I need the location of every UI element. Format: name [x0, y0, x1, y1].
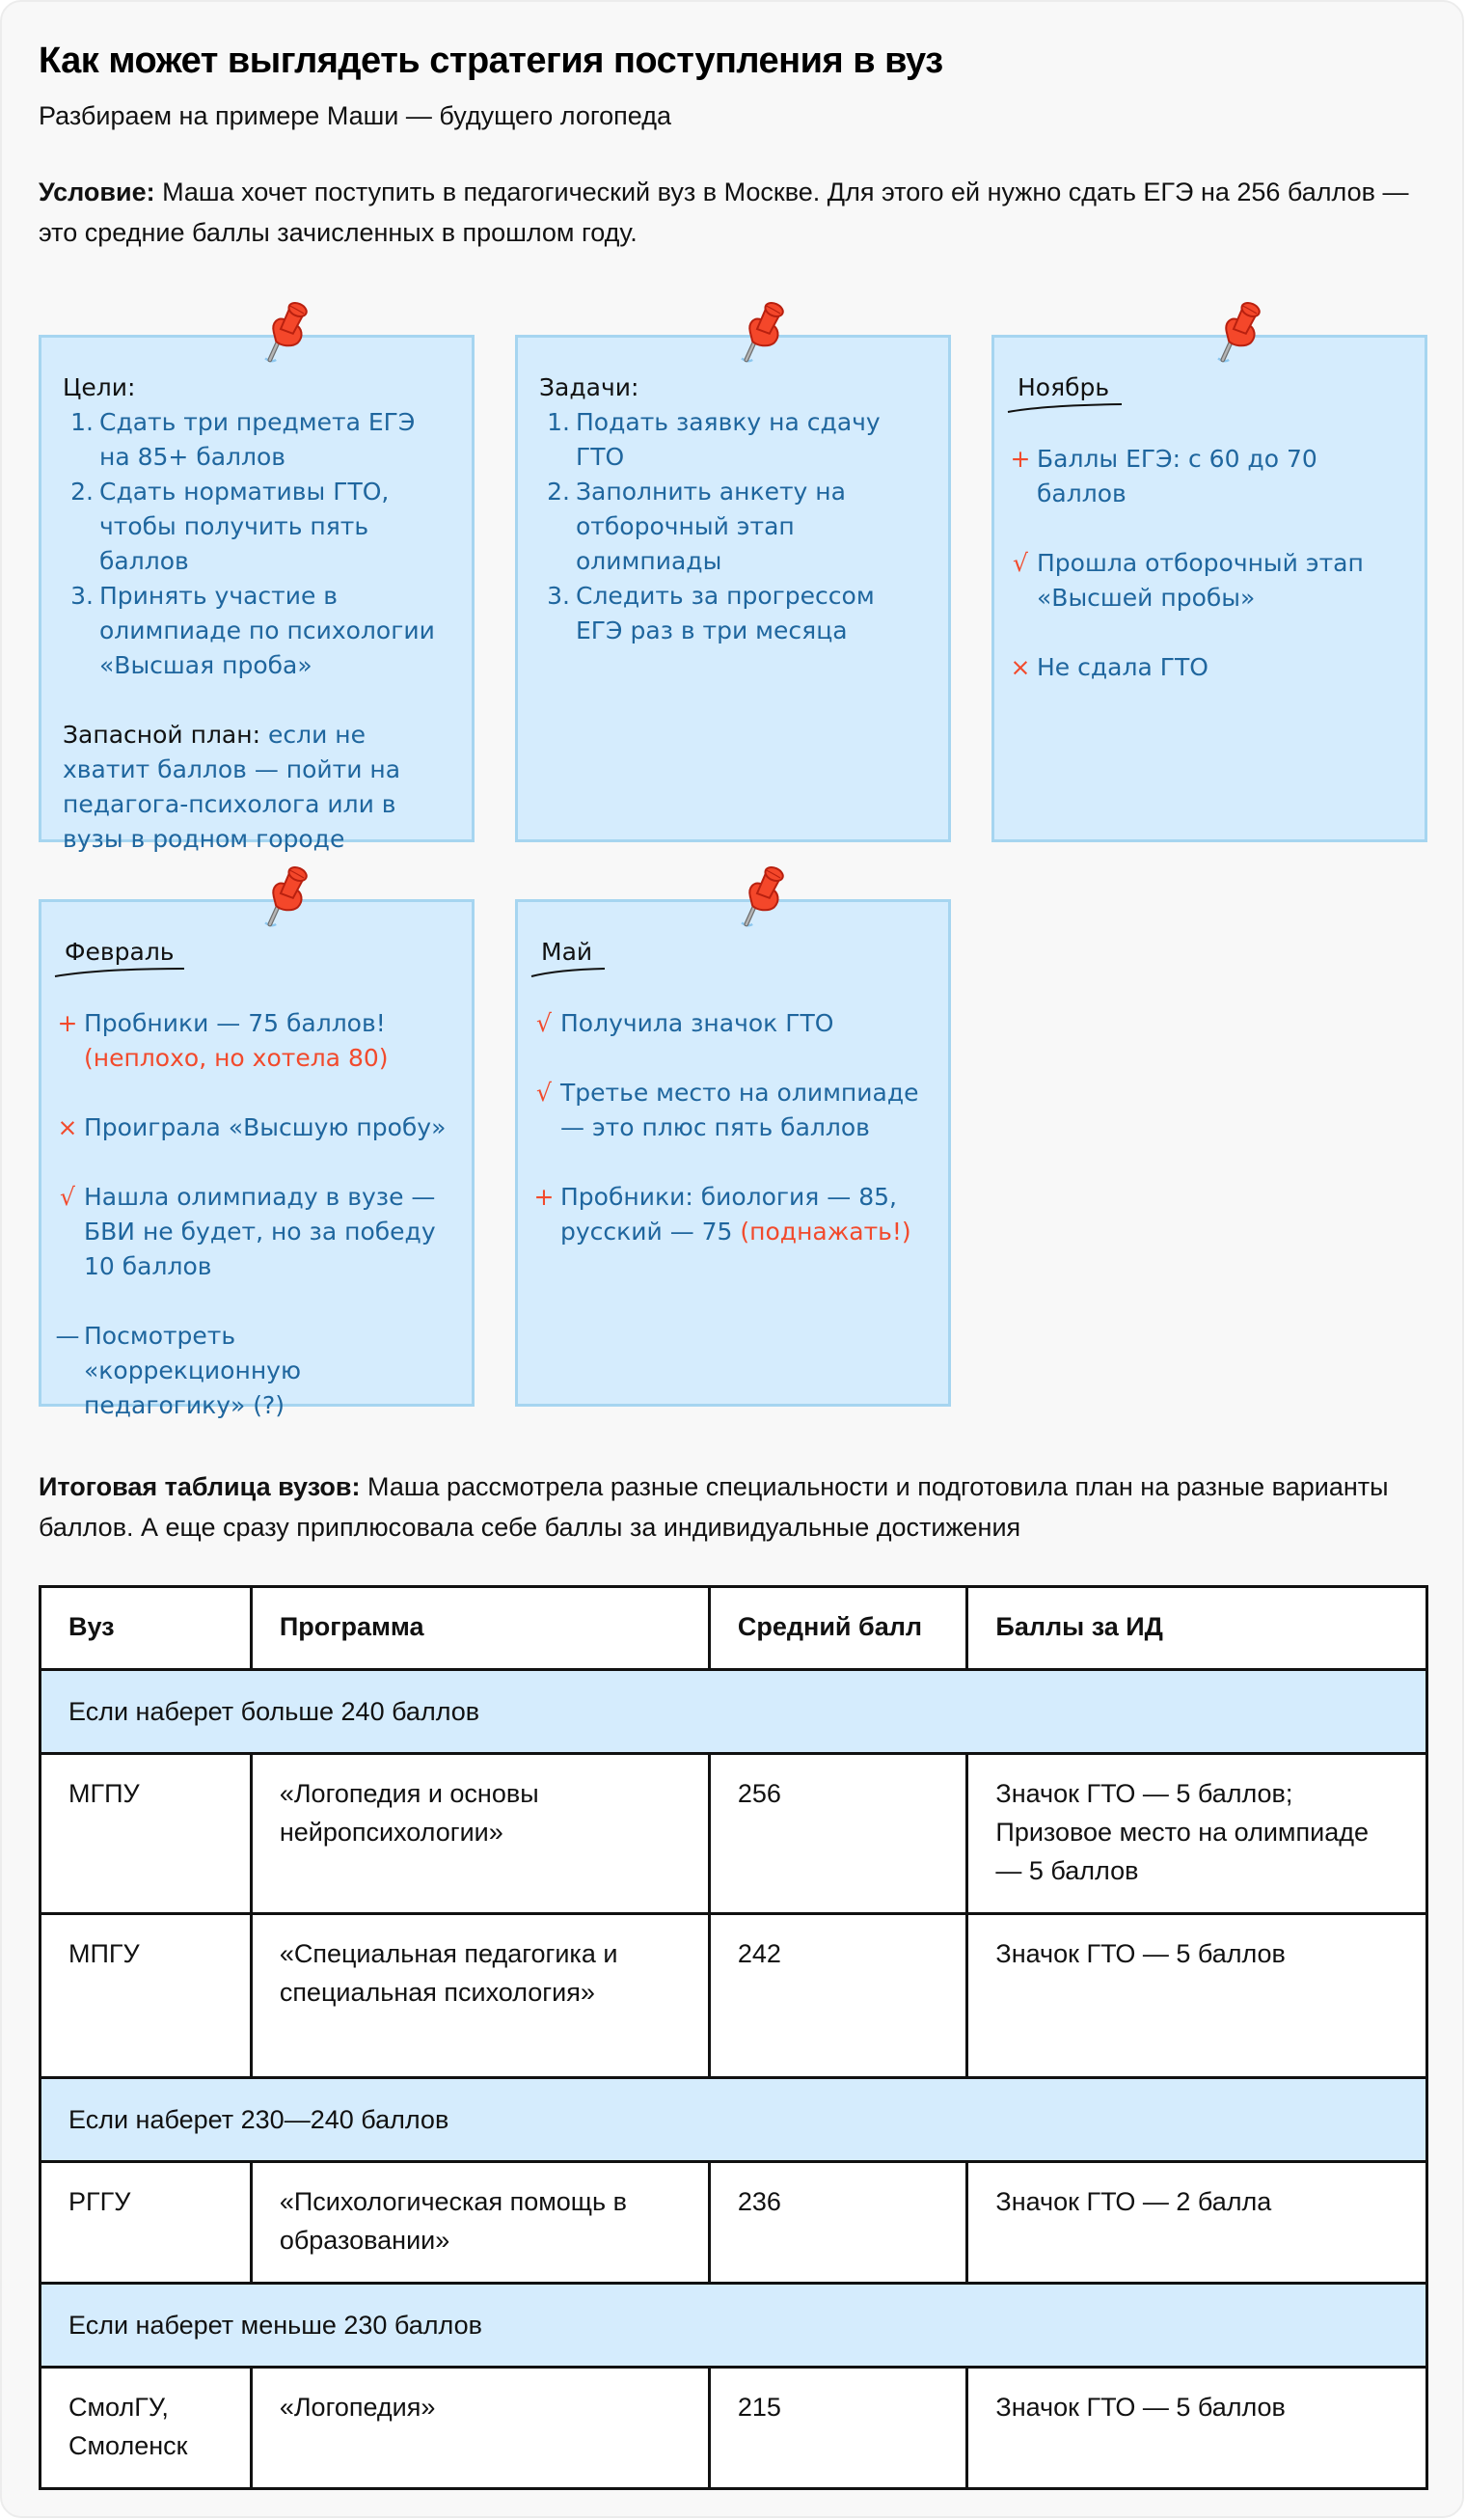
task-text: Заполнить анкету на отборочный этап олимпиады [576, 478, 846, 575]
goal-item [63, 405, 450, 475]
page-title: Как может выглядеть стратегия поступления в вуз [39, 41, 943, 81]
goal-text: Принять участие в олимпиаде по психологии «Высшая проба» [99, 582, 435, 679]
cell-university: МПГУ [41, 1914, 252, 2078]
table-group-row [41, 1670, 1427, 1754]
cross-mark: × [57, 1113, 78, 1141]
plus-mark: + [57, 1009, 78, 1037]
entry-text: Посмотреть «коррекционную педагогику» (?) [84, 1322, 301, 1419]
cell-score: 236 [709, 2162, 967, 2284]
tasks-heading: Задачи: [539, 373, 639, 401]
goal-number: 2. [70, 478, 94, 506]
condition-label: Условие: [39, 178, 155, 206]
entry-text: Баллы ЕГЭ: с 60 до 70 баллов [1037, 445, 1317, 507]
february-entry [55, 1110, 458, 1145]
cell-score: 242 [709, 1914, 967, 2078]
goal-number: 3. [70, 582, 94, 610]
pushpin-icon [719, 854, 796, 941]
november-heading [1008, 370, 1109, 405]
entry-text: Проиграла «Высшую пробу» [84, 1113, 447, 1141]
table-group-row [41, 2284, 1427, 2368]
backup-text: если не хватит баллов — пойти на педагога-психолога или в вузы в родном городе [63, 721, 401, 853]
note-may [515, 899, 951, 1407]
cell-program: «Специальная педагогика и специальная психология» [251, 1914, 709, 2078]
entry-text: Нашла олимпиаду в вузе — БВИ не будет, но за победу 10 баллов [84, 1183, 436, 1280]
check-mark: √ [536, 1079, 552, 1107]
cell-bonus: Значок ГТО — 5 баллов [967, 1914, 1427, 2078]
november-entry [1008, 650, 1411, 685]
february-entry [55, 1180, 458, 1284]
table-group-row [41, 2078, 1427, 2162]
cell-program: «Логопедия» [251, 2368, 709, 2489]
cell-university: СмолГУ, Смоленск [41, 2368, 252, 2489]
note-february [39, 899, 475, 1419]
task-text: Следить за прогрессом ЕГЭ раз в три месяца [576, 582, 875, 644]
november-entry [1008, 546, 1411, 616]
universities-table [39, 1585, 1428, 2490]
page-subtitle: Разбираем на примере Маши — будущего логопеда [39, 101, 671, 130]
cell-score: 256 [709, 1754, 967, 1914]
table-row [41, 1914, 1427, 2078]
may-entry [531, 1006, 935, 1041]
goals-list [63, 405, 450, 683]
note-tasks [515, 335, 951, 842]
entry-text: Получила значок ГТО [560, 1009, 834, 1037]
entry-text: Прошла отборочный этап «Высшей пробы» [1037, 549, 1364, 612]
column-header-university: Вуз [41, 1587, 252, 1670]
november-entry [1008, 442, 1411, 511]
cell-bonus: Значок ГТО — 5 баллов; Призовое место на олимпиаде — 5 баллов [967, 1754, 1427, 1914]
underline-scribble [1006, 401, 1126, 415]
cell-university: МГПУ [41, 1754, 252, 1914]
cell-bonus: Значок ГТО — 5 баллов [967, 2368, 1427, 2489]
table-row [41, 1754, 1427, 1914]
pushpin-icon [242, 289, 319, 376]
table-intro-label: Итоговая таблица вузов: [39, 1472, 361, 1501]
entry-highlight: (поднажать!) [740, 1218, 911, 1246]
dash-mark: — [55, 1322, 80, 1350]
table-intro [39, 1466, 1427, 1548]
entry-text: Третье место на олимпиаде — это плюс пять баллов [560, 1079, 919, 1141]
task-item [539, 475, 927, 579]
condition-text: Маша хочет поступить в педагогический вуз в Москве. Для этого ей нужно сдать ЕГЭ на 256 баллов — это средние баллы зачисленных в прошлом году. [39, 178, 1409, 247]
table-row [41, 2162, 1427, 2284]
note-goals [39, 335, 475, 853]
goal-text: Сдать три предмета ЕГЭ на 85+ баллов [99, 408, 416, 471]
cell-bonus: Значок ГТО — 2 балла [967, 2162, 1427, 2284]
task-number: 3. [547, 582, 570, 610]
group-label: Если наберет меньше 230 баллов [41, 2284, 1427, 2368]
group-label: Если наберет больше 240 баллов [41, 1670, 1427, 1754]
pushpin-icon [1195, 289, 1272, 376]
may-heading-text: Май [541, 938, 593, 966]
tasks-list [539, 405, 927, 648]
entry-text: Не сдала ГТО [1037, 653, 1208, 681]
column-header-program: Программа [251, 1587, 709, 1670]
pushpin-icon [242, 854, 319, 941]
cell-program: «Психологическая помощь в образовании» [251, 2162, 709, 2284]
task-number: 2. [547, 478, 570, 506]
cell-score: 215 [709, 2368, 967, 2489]
may-entry [531, 1180, 935, 1249]
goal-item [63, 579, 450, 683]
cross-mark: × [1010, 653, 1031, 681]
february-entry [55, 1319, 458, 1423]
pushpin-icon [719, 289, 796, 376]
note-november [991, 335, 1427, 842]
entry-text: Пробники — 75 баллов! [84, 1009, 386, 1037]
goal-item [63, 475, 450, 579]
goals-heading: Цели: [63, 373, 136, 401]
entry-text: Пробники: биология — 85, русский — 75 [560, 1183, 897, 1246]
group-label: Если наберет 230—240 баллов [41, 2078, 1427, 2162]
february-entry [55, 1006, 458, 1076]
condition-paragraph [39, 172, 1427, 253]
table-row [41, 2368, 1427, 2489]
plus-mark: + [533, 1183, 555, 1211]
table-header-row [41, 1587, 1427, 1670]
check-mark: √ [536, 1009, 552, 1037]
goal-number: 1. [70, 408, 94, 436]
underline-scribble [529, 966, 607, 979]
february-heading [55, 935, 175, 970]
backup-label: Запасной план: [63, 721, 261, 749]
task-text: Подать заявку на сдачу ГТО [576, 408, 881, 471]
task-number: 1. [547, 408, 570, 436]
underline-scribble [53, 966, 188, 979]
check-mark: √ [1013, 549, 1028, 577]
check-mark: √ [60, 1183, 75, 1211]
may-heading [531, 935, 592, 970]
february-heading-text: Февраль [65, 938, 175, 966]
cell-program: «Логопедия и основы нейропсихологии» [251, 1754, 709, 1914]
table-intro-text: Маша рассмотрела разные специальности и подготовила план на разные варианты баллов. А еще сразу приплюсовала себе баллы за индивидуальные достижения [39, 1472, 1389, 1542]
backup-plan [63, 718, 450, 857]
cell-university: РГГУ [41, 2162, 252, 2284]
column-header-average-score: Средний балл [709, 1587, 967, 1670]
task-item [539, 405, 927, 475]
column-header-achievement-points: Баллы за ИД [967, 1587, 1427, 1670]
may-entry [531, 1076, 935, 1145]
plus-mark: + [1010, 445, 1031, 473]
november-heading-text: Ноябрь [1018, 373, 1110, 401]
entry-highlight: (неплохо, но хотела 80) [84, 1044, 389, 1072]
goal-text: Сдать нормативы ГТО, чтобы получить пять баллов [99, 478, 390, 575]
task-item [539, 579, 927, 648]
